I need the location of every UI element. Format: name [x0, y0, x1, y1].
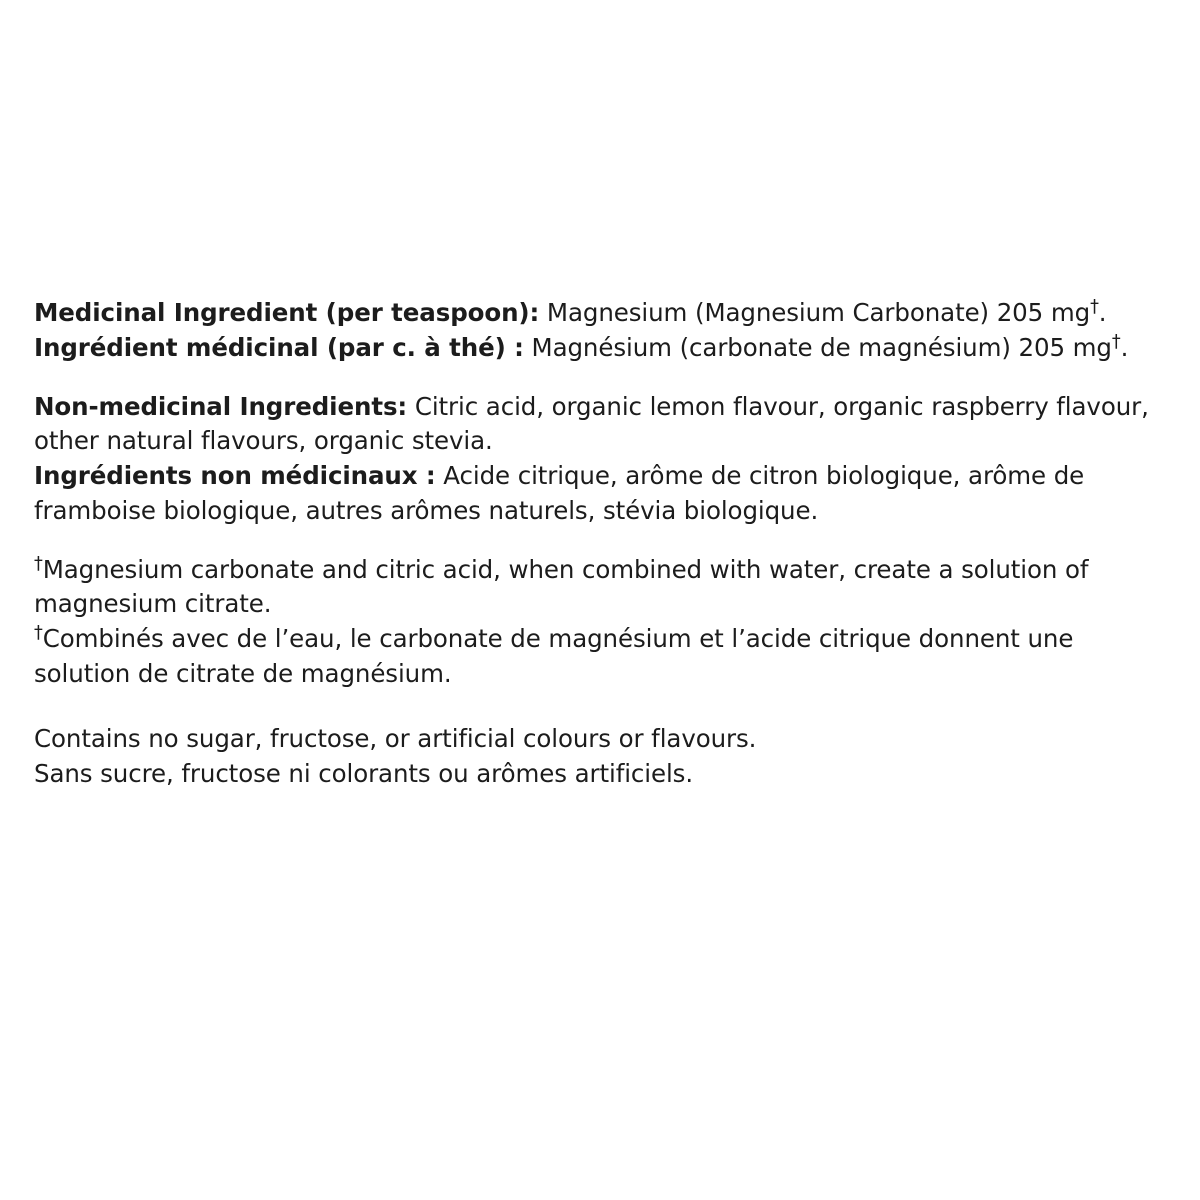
claim-en: Contains no sugar, fructose, or artificial colours or flavours. [34, 723, 757, 753]
medicinal-ingredient-fr-label: Ingrédient médicinal (par c. à thé) : [34, 332, 524, 362]
medicinal-ingredient-en-label: Medicinal Ingredient (per teaspoon): [34, 298, 540, 327]
non-medicinal-ingredients-block [34, 390, 1160, 529]
non-medicinal-ingredients-en-text: Citric acid, organic lemon flavour, organic raspberry flavour, other natural flavours, organic stevia. [34, 391, 1149, 456]
medicinal-ingredient-fr-text: Magnésium (carbonate de magnésium) 205 mg [523, 332, 1112, 362]
non-medicinal-ingredients-en [34, 390, 1160, 460]
non-medicinal-ingredients-en-label: Non-medicinal Ingredients: [34, 391, 408, 421]
claims-block [34, 722, 1160, 792]
dagger-symbol-icon: † [34, 623, 43, 644]
footnote-en-text: Magnesium carbonate and citric acid, when combined with water, create a solution of magnesium citrate. [34, 554, 1089, 619]
medicinal-ingredient-fr-end: . [1120, 332, 1129, 362]
non-medicinal-ingredients-fr-text: Acide citrique, arôme de citron biologique, arôme de framboise biologique, autres arômes naturels, stévia biologique. [34, 461, 1085, 525]
footnote-block [34, 553, 1160, 692]
dagger-symbol-icon: † [1111, 331, 1121, 352]
medicinal-ingredient-en [34, 296, 1160, 331]
medicinal-ingredient-block [34, 296, 1160, 366]
footnote-fr-text: Combinés avec de l’eau, le carbonate de magnésium et l’acide citrique donnent une solution de citrate de magnésium. [34, 624, 1074, 689]
dagger-symbol-icon: † [34, 553, 43, 574]
medicinal-ingredient-en-text: Magnesium (Magnesium Carbonate) 205 mg [539, 298, 1091, 327]
non-medicinal-ingredients-fr-label: Ingrédients non médicinaux : [34, 461, 436, 491]
non-medicinal-ingredients-fr [34, 459, 1160, 529]
medicinal-ingredient-fr [34, 331, 1160, 366]
claim-fr: Sans sucre, fructose ni colorants ou arômes artificiels. [34, 758, 694, 788]
dagger-symbol-icon: † [1090, 296, 1099, 317]
medicinal-ingredient-en-end: . [1098, 298, 1107, 327]
footnote-fr [34, 622, 1160, 692]
footnote-en [34, 553, 1160, 623]
